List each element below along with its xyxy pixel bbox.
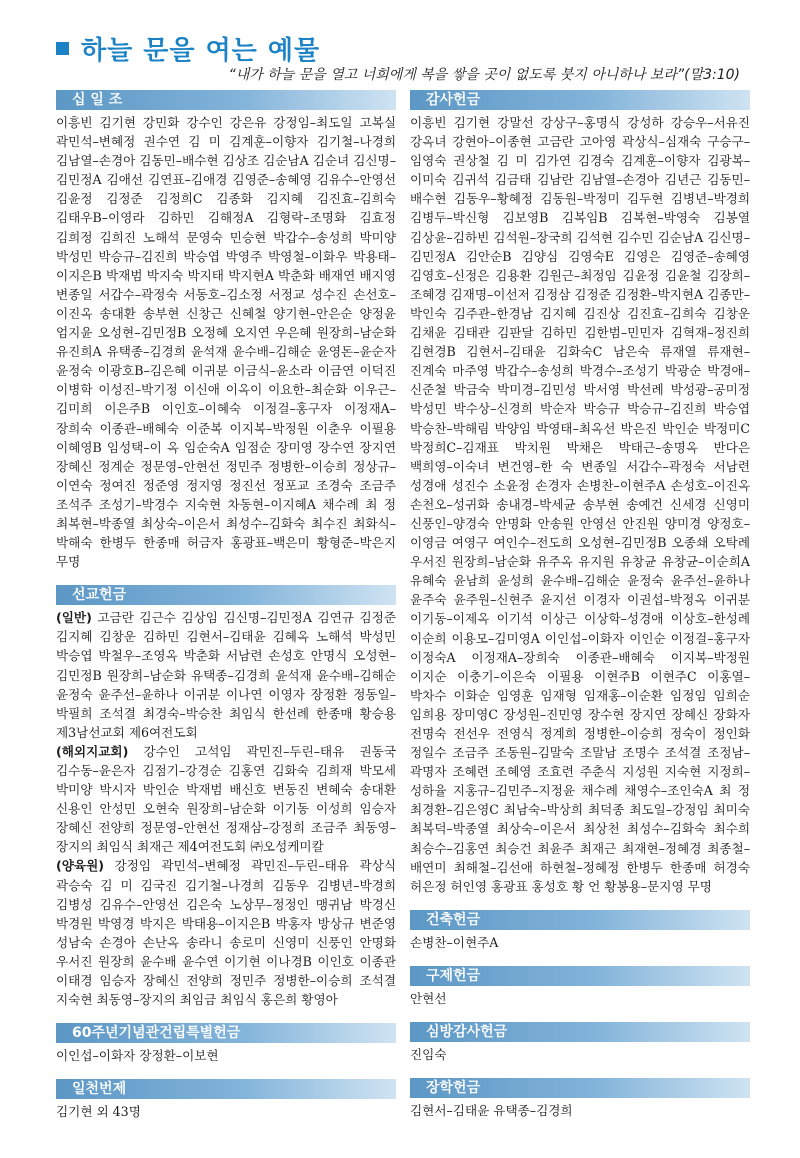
section-heading-scholarship: 장학헌금 [410,1078,750,1098]
bullet-square-icon [56,42,69,55]
section-text-thousand: 김기현 외 43명 [56,1104,141,1120]
section-heading-building: 건축헌금 [410,910,750,930]
section-heading-thanks: 감사헌금 [410,90,750,110]
page-header [56,30,320,67]
section-text-thanks: 이흥빈 김기현 강말선 강상구–홍명식 강성하 강승우–서유진 강옥녀 강현아–이종현 고금란 고아영 곽상식–심재숙 구승구–임영숙 권상철 김 미 김가연 김경숙 김계훈–이향자 김광복–이미숙 김귀석 김금태 김남란 김남열–손경아 김년근 김동민–배수현 김동우–황혜정 김동원–박정미 김두현 김병년–박경희 김병두–박신형 김보영B 김복임B 김복현–박영숙 김봉열 김상윤–김하빈 김석원–장국희 김석현 김수민 김순남A 김신명–김민정A 김안순B 김양심 김영숙E 김영은 김영준–송혜영 김영호–신정은 김용환 김원근–최정임 김윤정 김윤철 김장희–조혜경 김재명–이선저 김정삼 김정준 김정환–박지현A 김종만–박인숙 김주관–한경남 김지혜 김진상 김진효–김희숙 김창운 김채윤 김태관 김판달 김하민 김한범–민민자 김혁재–정진희 김현경B 김현서–김태윤 김화숙C 남은숙 류재열 류재현–진계숙 마주영 박갑수–송성희 박경수–조성기 박광순 박경애–신준철 박금숙 박미경–김민성 박서영 박선례 박성광–공미정 박성민 박수상–신경희 박순자 박승규 박승규–김진희 박승엽 박승찬–박해림 박양임 박영태–최옥선 박은진 박인순 박정미C 박정희C–김재표 박치원 박채은 박태근–송명옥 반다은 백희영–이숙녀 변건영–한 숙 변종일 서갑수–곽정숙 서남련 성경애 성진수 소윤정 손경자 손병찬–이현주A 손성호–이진옥 손천오–성귀화 송내경–박세균 송부현 송예건 신세경 신영미 신풍인–양경숙 안명화 안송원 안영선 안진원 양미경 양정호–이영금 여영구 여인수–전도희 오성현–김민정B 오종쇄 오탁례 우서진 원장희–남순화 유주옥 유지원 유창균 유창균–이순희A 유혜숙 윤남희 윤성희 윤수배–김해순 윤정숙 윤주선–윤하나 윤주숙 윤주원–신현주 윤지선 이경자 이권섭–박정옥 이귀분 이기동–이제옥 이기석 이상근 이상학–성경애 이상호–한성례 이순희 이용모–김미영A 이인섭–이화자 이인순 이정걸–홍구자 이정숙A 이정재A–장희숙 이종관–배혜숙 이지복–박정원 이지순 이충기–이은숙 이필용 이현주B 이현주C 이홍열–박차수 이화순 임영훈 임재형 임재홍–이순환 임정임 임희순 임희용 장미영C 장성원–진민영 장수현 장지연 장혜신 장화자 전명숙 전선우 전영식 정계희 정병한–이승희 정숙이 정인화 정일수 조금주 조동원–김말숙 조말남 조명수 조석결 조정남–곽명자 조혜련 조혜영 조효련 주춘식 지성원 지숙현 지정희–성하율 지홍규–김민주–지정윤 채수례 채영수–조인숙A 최 정 최경환–김은영C 최남숙–박상희 최덕종 최도일–강정임 최미숙 최복덕–박종열 최상숙–이은서 최상천 최성수–김화숙 최수희 최승수–김홍연 최승건 최윤주 최재근 최재현–정혜경 최종철–배연미 최해철–김선애 하현철–정혜정 한병두 한종매 허경숙 허은정 허인영 홍광표 홍성호 황 언 황봉용–문지영 무명 [410,115,750,894]
section-text-mission [56,608,396,1009]
mission-group-overseas [56,742,396,857]
section-text-visitation: 진임숙 [410,1047,447,1063]
section-text-tithe: 이흥빈 김기현 강민화 강수인 강은유 강정임–최도일 고복실 곽민석–변혜정 권수연 김 미 김계훈–이향자 김기철–나경희 김남열–손경아 김동민–배수현 김상조 김순남A 김순녀 김신명–김민정A 김애선 김연표–김애경 김영준–송혜영 김유수–안영선 김윤정 김정준 김정희C 김종화 김지혜 김진효–김희숙 김태우B–이영라 김하민 김해정A 김형락–조명화 김효정 김희정 김희진 노해석 문영숙 민승현 박갑수–송성희 박미양 박성민 박승규–김진희 박승엽 박영주 박영철–이화우 박용태–이지은B 박재범 박지숙 박지태 박지현A 박춘화 배재연 배지영 변종일 서갑수–곽정숙 서동호–김소정 서정교 성수진 손선호–이진옥 송대환 송부현 신창근 신혜철 양기현–안은순 양정윤 엄지윤 오성현–김민정B 오정혜 오지연 우은혜 원장희–남순화 유진희A 유택종–김경희 윤석재 윤수배–김해순 윤영돈–윤순자 윤정숙 이광호B–김은혜 이귀분 이금식–윤소라 이금연 이덕진 이병학 이성진–박기정 이신애 이옥이 이요한–최순화 이우근–김미희 이은주B 이인호–이혜숙 이정걸–홍구자 이정재A–장희숙 이종관–배혜숙 이준복 이지복–박정원 이춘우 이필용 이혜영B 임성택–이 옥 임순숙A 임점순 장미영 장수연 장지연 장혜신 정계순 정문영–안현선 정민주 정병한–이승희 정상규–이연숙 정여진 정준영 정지영 정진선 정포교 조경숙 조금주 조석주 조성기–박경수 지숙현 차동현–이지혜A 채수례 최 정 최복현–박종열 최상숙–이은서 최성수–김화숙 최수진 최화식–박해숙 한병두 한종매 허금자 홍광표–백은미 황형준–박은지 무명 [56,115,396,570]
section-thousand [56,1079,396,1121]
mission-group-general [56,608,396,742]
page-title: 하늘 문을 여는 예물 [81,36,321,66]
section-text-relief: 안현선 [410,990,447,1006]
section-text-anniversary: 이인섭–이화자 장정환–이보현 [56,1048,219,1064]
section-heading-relief: 구제헌금 [410,966,750,986]
mission-group-orphanage [56,856,396,1009]
section-visitation [410,1022,750,1064]
section-heading-anniversary: 60주년기념관건립특별헌금 [56,1023,396,1043]
section-heading-thousand: 일천번제 [56,1079,396,1099]
scripture-verse: “내가 하늘 문을 열고 너희에게 복을 쌓을 곳이 없도록 붓지 아니하나 보라”(말3:10) [228,67,740,83]
group-text: 고금란 김근수 김상임 김신명–김민정A 김연규 김정준 김지혜 김창운 김하민 김현서–김태윤 김혜옥 노해석 박성민 박승엽 박철우–조영옥 박춘화 서남련 손성호 안명식 오성현–김민정B 원장희–남순화 유택종–김경희 윤석재 윤수배–김해순 윤정숙 윤주선–윤하나 이귀분 이나연 이영자 장정환 정동일–박필희 조석결 최경숙–박승찬 최임식 한선례 한종매 황승용 제3남선교회 제6여전도회 [56,610,396,740]
section-anniversary [56,1023,396,1065]
section-tithe [56,90,396,571]
group-text: 강정임 곽민석–변혜정 곽민진–두린–태유 곽상식 곽승숙 김 미 김국진 김기철–나경희 김동우 김병년–박경희 김병성 김유수–안영선 김은숙 노상무–정정인 맹귀남 박경신 박경원 박영경 박지은 박태용–이지은B 박홍자 방상규 변준영 성남숙 손경아 손난옥 송라니 송로미 신영미 신풍인 안명화 우서진 원장희 윤수배 윤수연 이기현 이나경B 이인호 이종관 이태경 임승자 장혜신 전양희 정민주 정병한–이승희 조석결 지숙현 최동영–장지의 최임금 최임식 홍은희 황영아 [56,858,396,1008]
group-tag: (양육원) [56,858,105,874]
section-heading-mission: 선교헌금 [56,585,396,605]
section-thanks [410,90,750,896]
left-column [56,90,396,1135]
group-tag: (일반) [56,610,92,626]
section-relief [410,966,750,1008]
section-text-building: 손병찬–이현주A [410,934,499,950]
section-scholarship [410,1078,750,1120]
section-heading-visitation: 심방감사헌금 [410,1022,750,1042]
group-text: 강수인 고석임 곽민진–두린–태유 권동국 김수동–윤은자 김점기–강경순 김홍연 김화숙 김희재 박모세 박미양 박시자 박인순 박재범 배신호 변동진 변혜숙 송대환 신용인 안성민 오현숙 원장희–남순화 이기동 이성희 임승자 장혜신 전양희 정문영–안현선 정재삼–강정희 조금주 최동영–장지의 최임식 최재근 제4여전도회 ㈜오성케미칼 [56,743,396,855]
section-building [410,910,750,952]
section-text-scholarship: 김현서–김태윤 유택종–김경희 [410,1103,573,1119]
section-heading-tithe: 십 일 조 [56,90,396,110]
group-tag: (해외지교회) [56,743,129,759]
right-column [410,90,750,1134]
section-mission [56,585,396,1009]
